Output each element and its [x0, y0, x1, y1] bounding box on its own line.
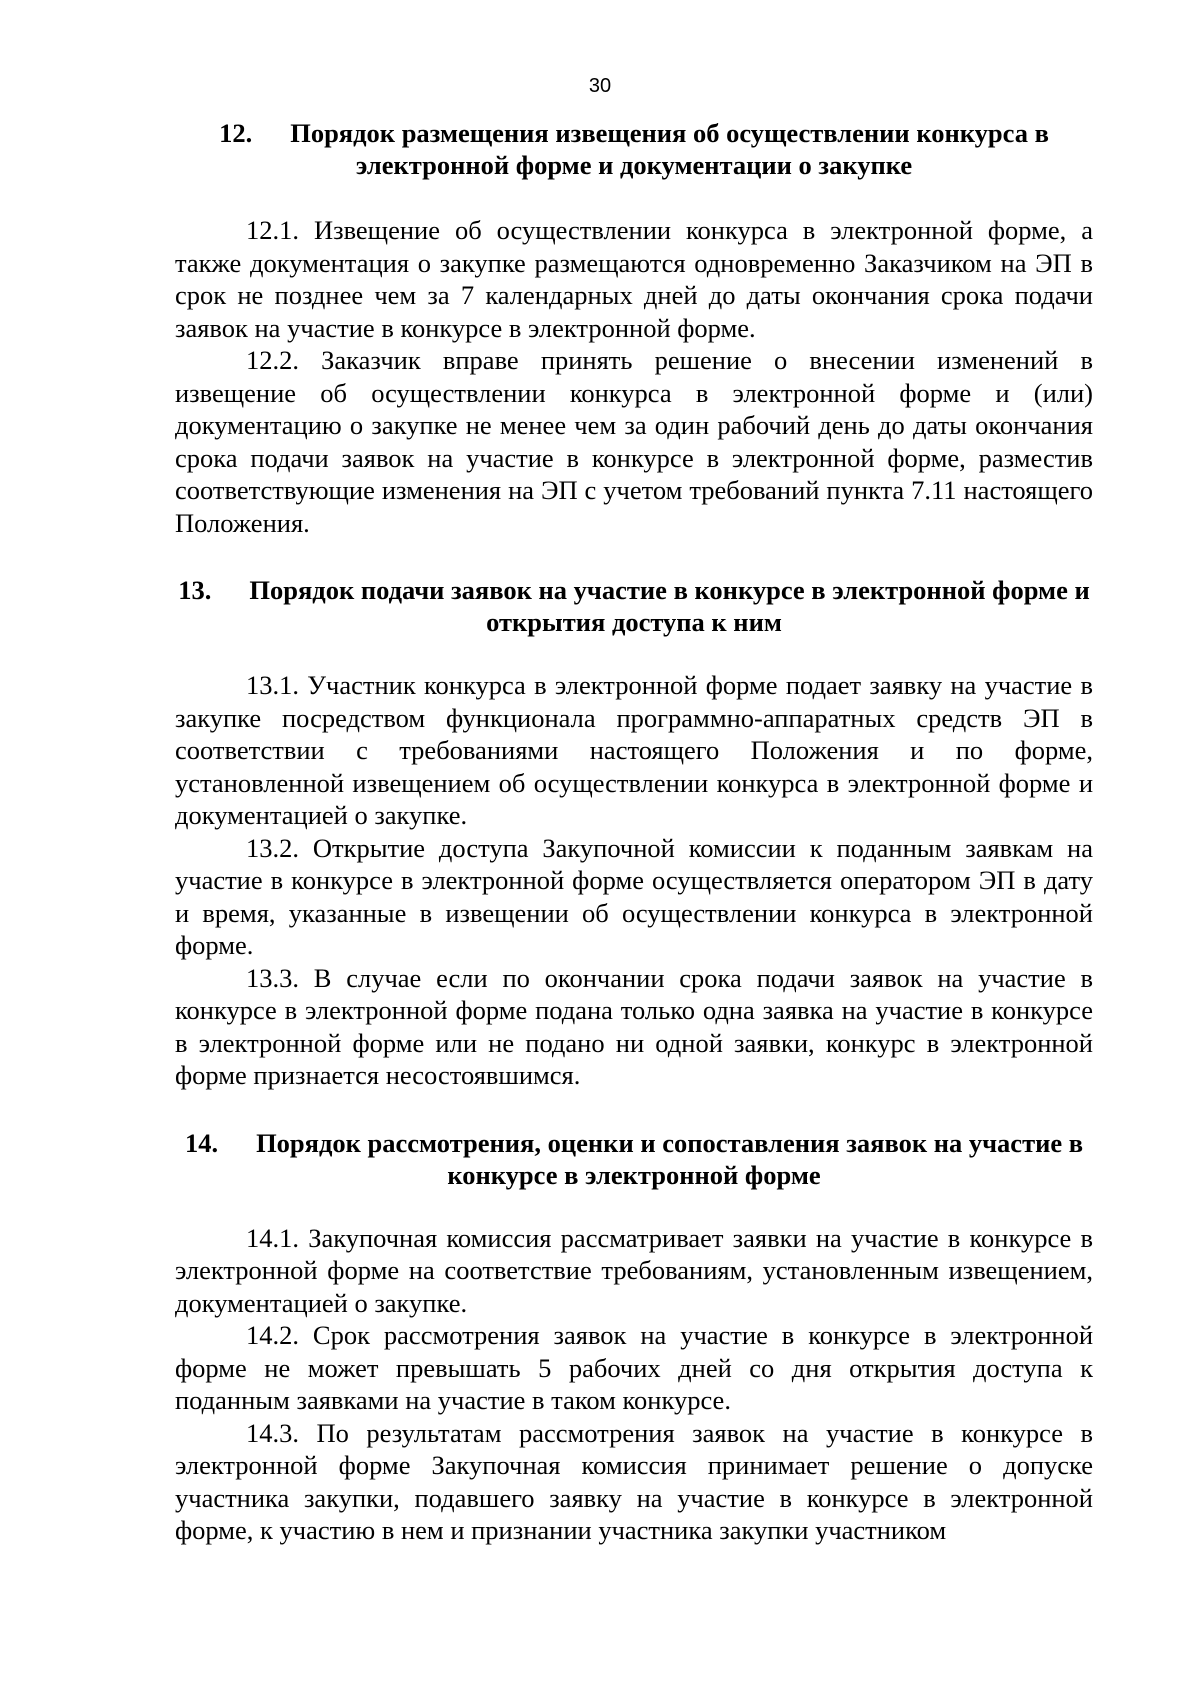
section-heading [175, 574, 1093, 638]
section-heading [175, 1127, 1093, 1191]
paragraph-14-1: 14.1. Закупочная комиссия рассматривает заявки на участие в конкурсе в электронной форме на соответствие требованиям, установленным извещением, документацией о закупке. [175, 1222, 1093, 1318]
section-12 [175, 117, 1093, 539]
section-14 [175, 1127, 1093, 1547]
section-title: Порядок рассмотрения, оценки и сопоставления заявок на участие в конкурсе в электронной форме [256, 1127, 1084, 1190]
page-number: 30 [588, 75, 612, 97]
document-body [175, 117, 1093, 1547]
paragraph-12-1: 12.1. Извещение об осуществлении конкурса в электронной форме, а также документация о закупке размещаются одновременно Заказчиком на ЭП в срок не позднее чем за 7 календарных дней до даты окончания срока подачи заявок на участие в конкурсе в электронной форме. [175, 215, 1093, 343]
paragraph-13-1: 13.1. Участник конкурса в электронной форме подает заявку на участие в закупке посредством функционала программно-аппаратных средств ЭП в соответствии с требованиями настоящего Положения и по форме, установленной извещением об осуществлении конкурса в электронной форме и документацией о закупке. [175, 670, 1093, 830]
section-number: 14. [184, 1127, 219, 1158]
paragraph-14-2: 14.2. Срок рассмотрения заявок на участие в конкурсе в электронной форме не может превышать 5 рабочих дней со дня открытия доступа к поданным заявками на участие в таком конкурсе. [175, 1320, 1093, 1415]
paragraph-13-2: 13.2. Открытие доступа Закупочной комиссии к поданным заявкам на участие в конкурсе в электронной форме осуществляется оператором ЭП в дату и время, указанные в извещении об осуществлении конкурса в электронной форме. [175, 832, 1093, 960]
section-number: 13. [178, 575, 212, 605]
section-number: 12. [219, 118, 253, 148]
paragraph-13-3: 13.3. В случае если по окончании срока подачи заявок на участие в конкурсе в электронной форме подана только одна заявка на участие в конкурсе в электронной форме или не подано ни одной заявки, конкурс в электронной форме признается несостоявшимся. [175, 962, 1093, 1090]
section-title: Порядок размещения извещения об осуществлении конкурса в электронной форме и документации о закупке [290, 118, 1049, 180]
paragraph-12-2: 12.2. Заказчик вправе принять решение о внесении изменений в извещение об осуществлении конкурса в электронной форме и (или) документацию о закупке не менее чем за один рабочий день до даты окончания срока подачи заявок на участие в конкурсе в электронной форме, разместив соответствующие изменения на ЭП с учетом требований пункта 7.11 настоящего Положения. [175, 345, 1093, 538]
paragraph-14-3: 14.3. По результатам рассмотрения заявок на участие в конкурсе в электронной форме Закупочная комиссия принимает решение о допуске участника закупки, подавшего заявку на участие в конкурсе в электронной форме, к участию в нем и признании участника закупки участником [175, 1417, 1093, 1545]
section-heading [175, 117, 1093, 181]
section-13 [175, 574, 1093, 1092]
section-title: Порядок подачи заявок на участие в конкурсе в электронной форме и открытия доступа к ним [249, 575, 1090, 637]
